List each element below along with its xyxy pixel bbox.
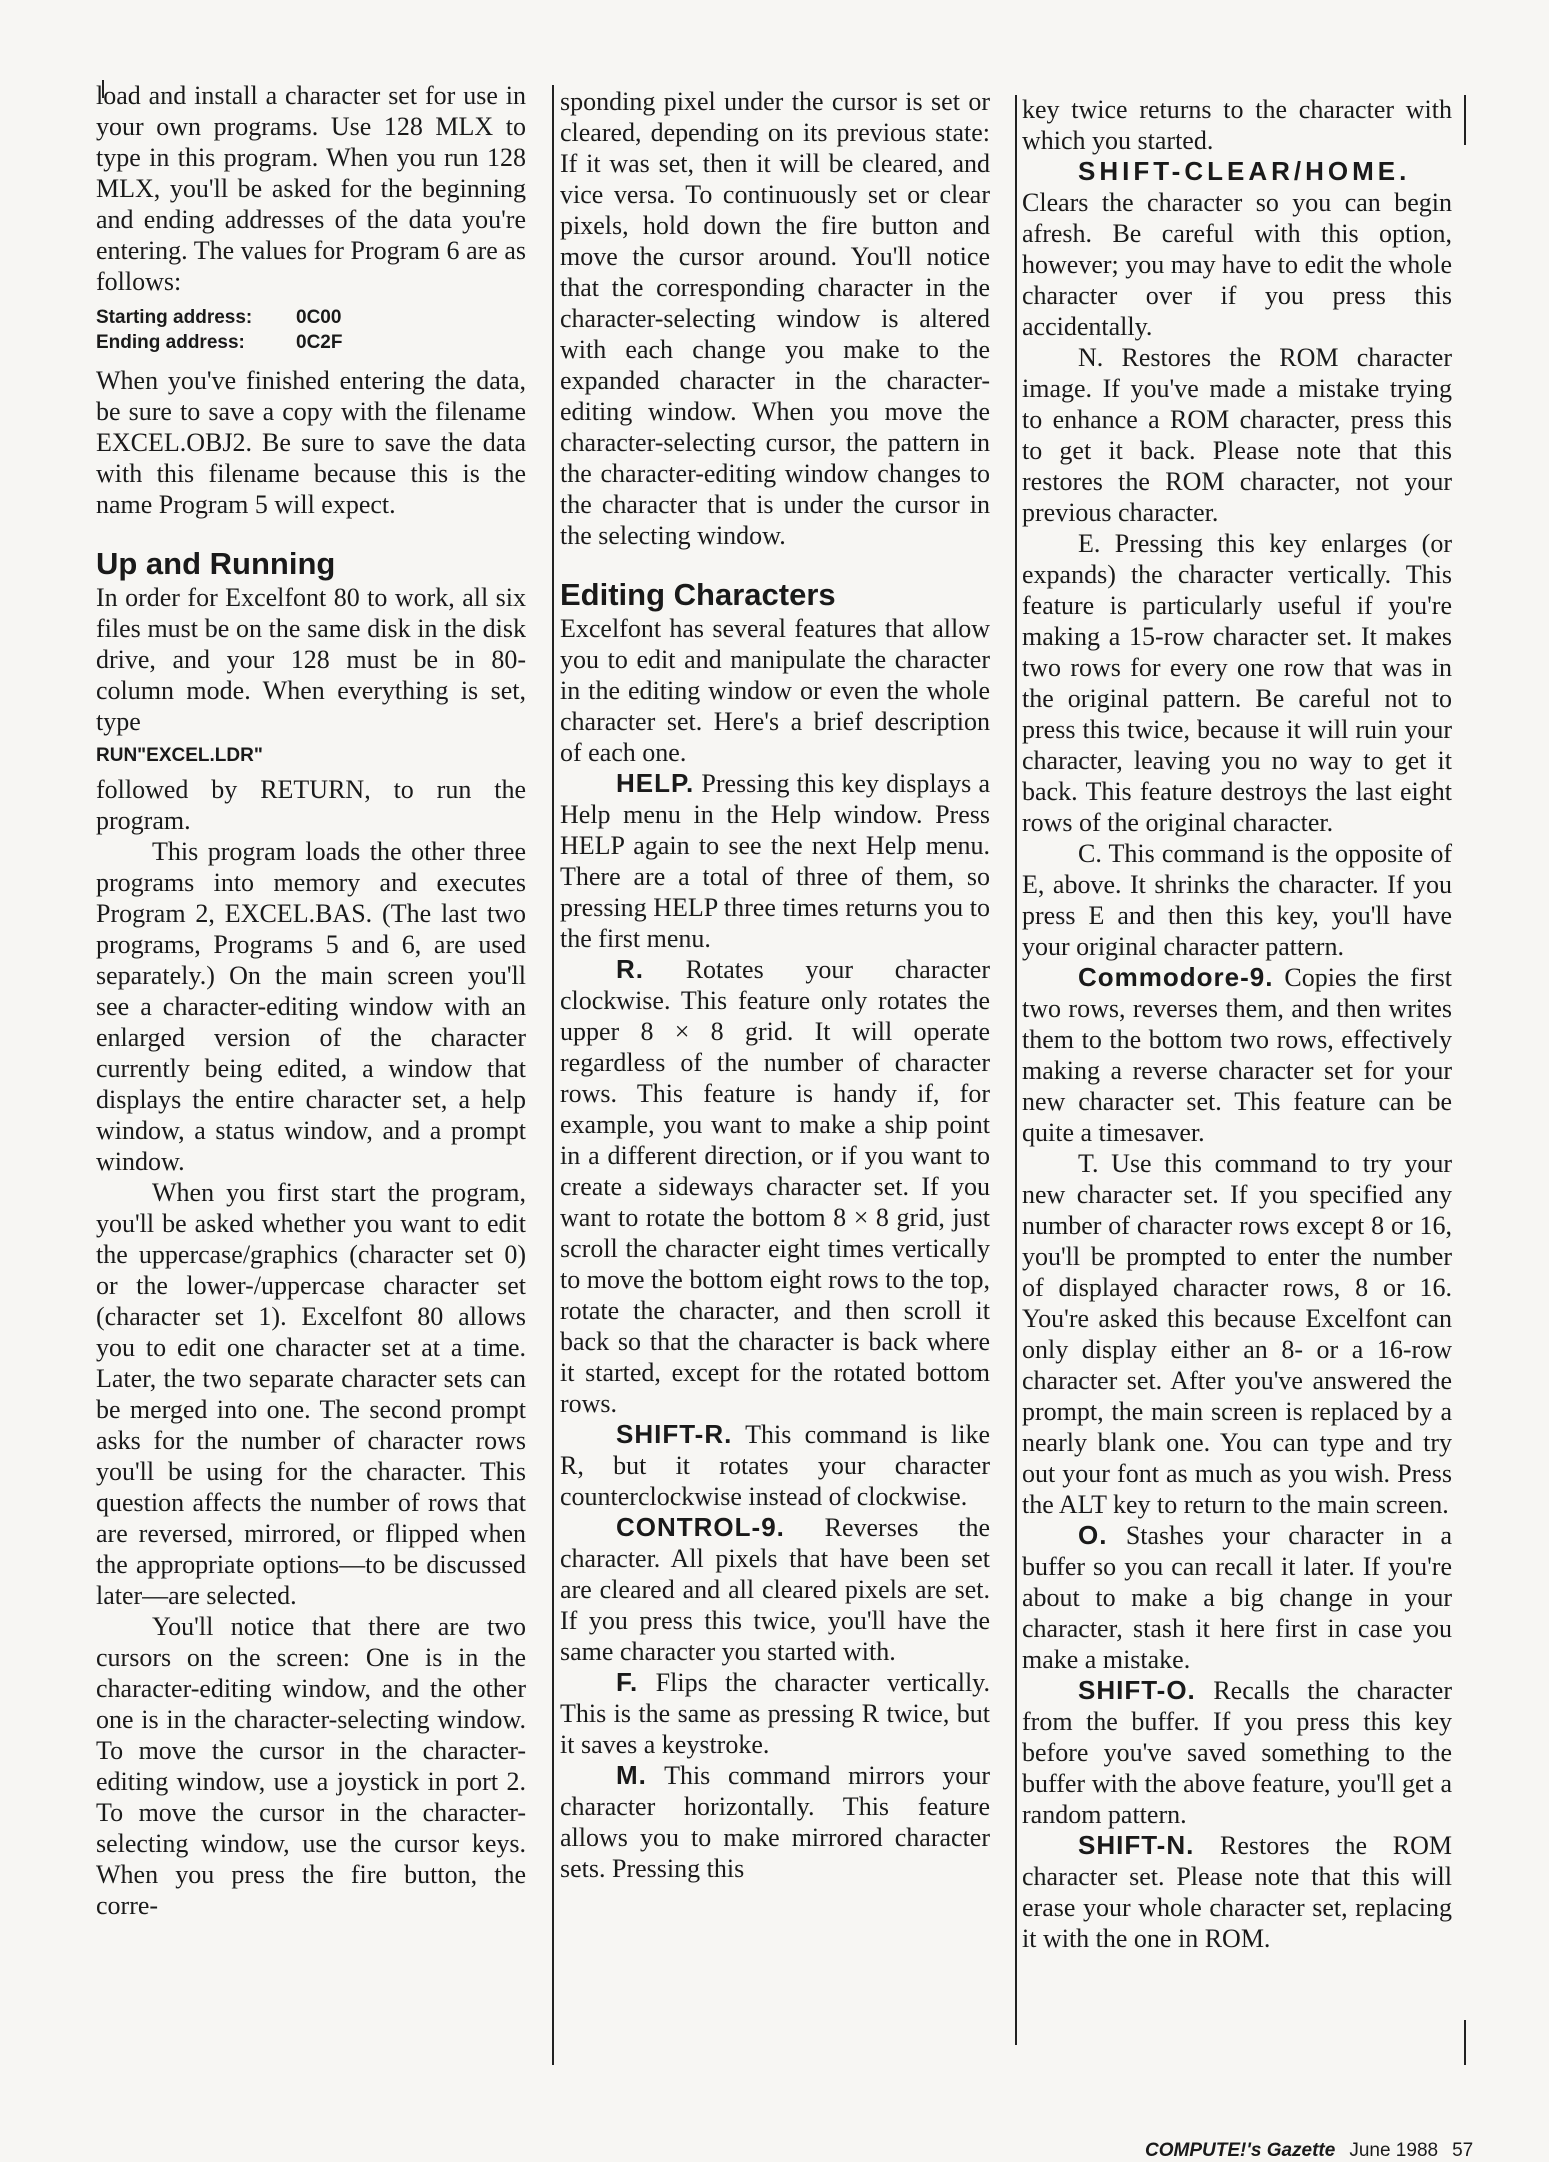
paragraph: load and install a character set for use in your own programs. Use 128 MLX to type in this program. When you run 128 MLX, you'll be asked for the beginning and ending addresses of the data you're entering. The values for Program 6 are as follows: bbox=[96, 81, 526, 296]
command-description: Pressing this key displays a Help menu in the Help window. Press HELP again to see the next Help menu. There are a total of three of them, so pressing HELP three times returns you to the first menu. bbox=[560, 769, 990, 953]
paragraph: This program loads the other three programs into memory and executes Program 2, EXCEL.BAS. (The last two programs, Programs 5 and 6, are used separately.) On the main screen you'll see a character-editing window with an enlarged version of the character currently being edited, a window that displays the entire character set, a help window, a status window, and a prompt window. bbox=[96, 837, 526, 1176]
key-name: SHIFT-R. bbox=[616, 1419, 733, 1449]
key-name: N. bbox=[1078, 343, 1104, 372]
command-description: Pressing this key enlarges (or expands) the character vertically. This feature is particularly useful if you're making a 15-row character set. It makes two rows for every one row that was in the original pattern. Be careful not to press this twice, because it will ruin your character, leaving you no way to get it back. This feature destroys the last eight rows of the original character. bbox=[1022, 529, 1452, 837]
page-footer bbox=[1145, 2140, 1485, 2162]
column-2 bbox=[560, 86, 990, 1884]
command-shift-r bbox=[560, 1419, 990, 1512]
column-rule-top-right bbox=[1464, 95, 1466, 145]
paragraph: key twice returns to the character with which you started. bbox=[1022, 95, 1452, 155]
command-description: This command is the opposite of E, above. It shrinks the character. If you press E and then this key, you'll have your original character pattern. bbox=[1022, 839, 1452, 961]
run-command: RUN"EXCEL.LDR" bbox=[96, 745, 263, 766]
page-number: 57 bbox=[1452, 2140, 1474, 2161]
command-r bbox=[560, 954, 990, 1419]
paragraph: In order for Excelfont 80 to work, all six files must be on the same disk in the disk drive, and your 128 must be in 80-column mode. When everything is set, type bbox=[96, 583, 526, 736]
key-name: T. bbox=[1078, 1149, 1099, 1178]
command-f bbox=[560, 1667, 990, 1760]
key-name: SHIFT-CLEAR/HOME. bbox=[1078, 156, 1411, 186]
section-heading-up-and-running: Up and Running bbox=[96, 546, 336, 581]
command-description: Recalls the character from the buffer. If you press this key before you've saved something to the buffer with the above feature, you'll get a random pattern. bbox=[1022, 1676, 1452, 1829]
magazine-name: COMPUTE!'s Gazette bbox=[1145, 2140, 1336, 2161]
paragraph: followed by RETURN, to run the program. bbox=[96, 775, 526, 835]
command-description: Flips the character vertically. This is the same as pressing R twice, but it saves a keystroke. bbox=[560, 1668, 990, 1759]
command-description: Stashes your character in a buffer so you can recall it later. If you're about to make a big change in your character, stash it here first in case you make a mistake. bbox=[1022, 1521, 1452, 1674]
column-divider-right bbox=[1015, 95, 1017, 2045]
end-address-value: 0C2F bbox=[296, 332, 343, 353]
command-description: Use this command to try your new character set. If you specified any number of character rows except 8 or 16, you'll be prompted to enter the number of displayed character rows, 8 or 16. You're asked this because Excelfont can only display either an 8- or a 16-row character set. After you've answered the prompt, the main screen is replaced by a nearly blank one. You can type and try out your font as much as you wish. Press the ALT key to return to the main screen. bbox=[1022, 1149, 1452, 1519]
command-description: Reverses the character. All pixels that have been set are cleared and all cleared pixels are set. If you press this twice, you'll have the same character you started with. bbox=[560, 1513, 990, 1666]
paragraph: sponding pixel under the cursor is set or cleared, depending on its previous state: If it was set, then it will be cleared, and vice versa. To continuously set or clear pixels, hold down the fire button and move the cursor around. You'll notice that the corresponding character in the character-selecting window is altered with each change you make to the expanded character in the character-editing window. When you move the character-selecting cursor, the pattern in the character-editing window changes to the character that is under the cursor in the selecting window. bbox=[560, 87, 990, 550]
key-name: CONTROL-9. bbox=[616, 1512, 785, 1542]
column-3 bbox=[1022, 94, 1452, 1954]
command-description: Restores the ROM character image. If you've made a mistake trying to enhance a ROM character, press this to get it back. Please note that this restores the ROM character, not your previous character. bbox=[1022, 343, 1452, 527]
command-shift-o bbox=[1022, 1675, 1452, 1830]
command-description: This command mirrors your character horizontally. This feature allows you to make mirrored character sets. Pressing this bbox=[560, 1761, 990, 1883]
command-description: This command is like R, but it rotates your character counterclockwise instead of clockwise. bbox=[560, 1420, 990, 1511]
key-name: F. bbox=[616, 1667, 639, 1697]
key-name: O. bbox=[1078, 1520, 1108, 1550]
column-rule-bottom-right bbox=[1464, 2020, 1466, 2065]
paragraph: You'll notice that there are two cursors on the screen: One is in the character-editing window, and the other one is in the character-selecting window. To move the cursor in the character-editing window, use a joystick in port 2. To move the cursor in the character-selecting window, use the cursor keys. When you press the fire button, the corre- bbox=[96, 1612, 526, 1920]
start-address-label: Starting address: bbox=[96, 307, 253, 328]
command-n bbox=[1022, 342, 1452, 528]
key-name: SHIFT-O. bbox=[1078, 1675, 1196, 1705]
command-e bbox=[1022, 528, 1452, 838]
key-name: HELP. bbox=[616, 768, 695, 798]
issue-date: June 1988 bbox=[1349, 2140, 1439, 2161]
column-1 bbox=[96, 80, 526, 1921]
key-name: R. bbox=[616, 954, 644, 984]
address-block bbox=[96, 305, 526, 355]
key-name: Commodore-9. bbox=[1078, 962, 1274, 992]
section-heading-editing-characters: Editing Characters bbox=[560, 577, 836, 612]
command-help bbox=[560, 768, 990, 954]
command-control-9 bbox=[560, 1512, 990, 1667]
key-name: C. bbox=[1078, 839, 1102, 868]
command-t bbox=[1022, 1148, 1452, 1520]
end-address-label: Ending address: bbox=[96, 332, 245, 353]
command-m bbox=[560, 1760, 990, 1884]
command-shift-n bbox=[1022, 1830, 1452, 1954]
command-c bbox=[1022, 838, 1452, 962]
key-name: M. bbox=[616, 1760, 647, 1790]
key-name: E. bbox=[1078, 529, 1101, 558]
paragraph: Excelfont has several features that allow you to edit and manipulate the character in the editing window or even the whole character set. Here's a brief description of each one. bbox=[560, 614, 990, 767]
paragraph: When you've finished entering the data, be sure to save a copy with the filename EXCEL.OBJ2. Be sure to save the data with this filename because this is the name Program 5 will expect. bbox=[96, 366, 526, 519]
command-description: Rotates your character clockwise. This feature only rotates the upper 8 × 8 grid. It will operate regardless of the number of character rows. This feature is handy if, for example, you want to make a ship point in a different direction, or if you want to create a sideways character set. If you want to rotate the bottom 8 × 8 grid, just scroll the character eight times vertically to move the bottom eight rows to the top, rotate the character, and then scroll it back so that the character is back where it started, except for the rotated bottom rows. bbox=[560, 955, 990, 1418]
start-address-value: 0C00 bbox=[296, 307, 342, 328]
paragraph: When you first start the program, you'll be asked whether you want to edit the uppercase/graphics (character set 0) or the lower-/uppercase character set (character set 1). Excelfont 80 allows you to edit one character set at a time. Later, the two separate character sets can be merged into one. The second prompt asks for the number of character rows you'll be using for the character. This question affects the number of rows that are reversed, mirrored, or flipped when the appropriate options—to be discussed later—are selected. bbox=[96, 1178, 526, 1610]
command-commodore-9 bbox=[1022, 962, 1452, 1148]
command-o bbox=[1022, 1520, 1452, 1675]
column-divider-left bbox=[552, 85, 554, 2065]
key-name: SHIFT-N. bbox=[1078, 1830, 1195, 1860]
command-description: Restores the ROM character set. Please note that this will erase your whole character set, replacing it with the one in ROM. bbox=[1022, 1831, 1452, 1953]
command-description: Clears the character so you can begin afresh. Be careful with this option, however; you may have to edit the whole character over if you press this accidentally. bbox=[1022, 188, 1452, 341]
command-shift-clear-home bbox=[1022, 156, 1452, 187]
command-description: Copies the first two rows, reverses them, and then writes them to the bottom two rows, effectively making a reverse character set for your new character set. This feature can be quite a timesaver. bbox=[1022, 963, 1452, 1147]
